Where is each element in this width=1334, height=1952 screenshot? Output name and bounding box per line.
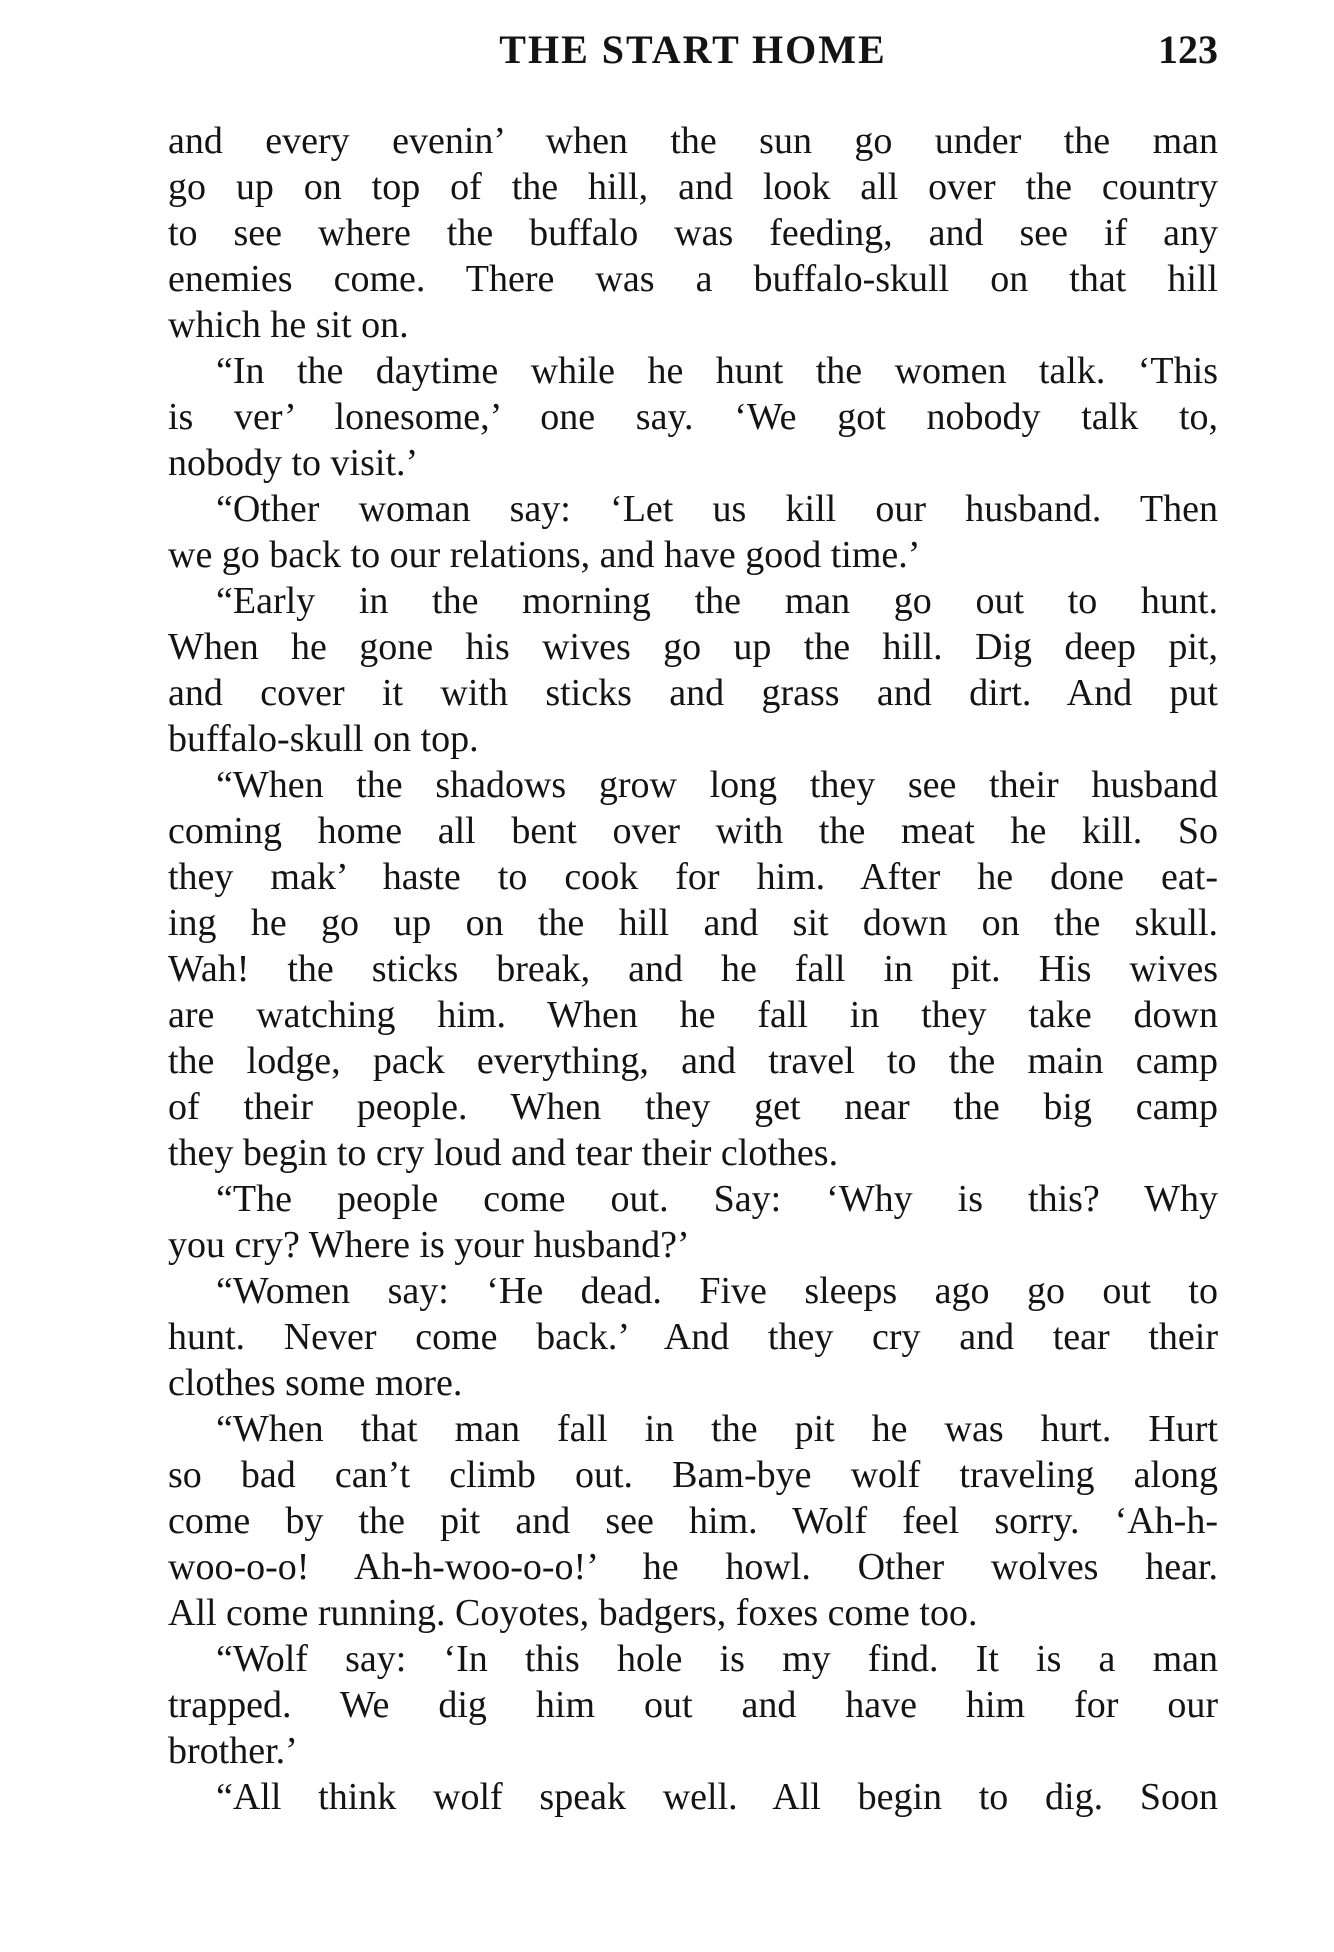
text-line: you cry? Where is your husband?’ [168,1224,690,1266]
paragraph [168,1406,1218,1636]
text-line: brother.’ [168,1730,298,1772]
text-line: so bad can’t climb out. Bam-bye wolf traveling along [168,1454,1218,1496]
running-head [168,22,1218,78]
text-line: All come running. Coyotes, badgers, foxes come too. [168,1592,978,1634]
text-line: Wah! the sticks break, and he fall in pit. His wives [168,948,1218,990]
text-line: enemies come. There was a buffalo-skull on that hill [168,258,1218,300]
text-line: coming home all bent over with the meat he kill. So [168,810,1218,852]
text-line: When he gone his wives go up the hill. Dig deep pit, [168,626,1218,668]
text-line: come by the pit and see him. Wolf feel sorry. ‘Ah-h- [168,1500,1218,1542]
body-text [168,118,1218,1820]
text-line: to see where the buffalo was feeding, and see if any [168,212,1218,254]
text-line: clothes some more. [168,1362,463,1404]
paragraph [168,1176,1218,1268]
text-line: “Wolf say: ‘In this hole is my find. It is a man [216,1638,1218,1680]
text-line: go up on top of the hill, and look all over the country [168,166,1218,208]
paragraph [168,762,1218,1176]
paragraph [168,1774,1218,1820]
paragraph [168,1636,1218,1774]
text-line: the lodge, pack everything, and travel to the main camp [168,1040,1218,1082]
paragraph [168,486,1218,578]
text-line: buffalo-skull on top. [168,718,479,760]
paragraph [168,348,1218,486]
paragraph [168,1268,1218,1406]
paragraph [168,118,1218,348]
text-line: “Early in the morning the man go out to hunt. [216,580,1218,622]
text-line: “Other woman say: ‘Let us kill our husband. Then [216,488,1218,530]
text-line: hunt. Never come back.’ And they cry and tear their [168,1316,1218,1358]
text-line: are watching him. When he fall in they take down [168,994,1218,1036]
text-line: they mak’ haste to cook for him. After he done eat- [168,856,1218,898]
text-line: which he sit on. [168,304,409,346]
text-line: “When the shadows grow long they see their husband [216,764,1218,806]
text-line: nobody to visit.’ [168,442,419,484]
text-line: is ver’ lonesome,’ one say. ‘We got nobody talk to, [168,396,1218,438]
chapter-title: THE START HOME [499,27,887,72]
text-line: and every evenin’ when the sun go under the man [168,120,1218,162]
text-line: “When that man fall in the pit he was hurt. Hurt [216,1408,1218,1450]
paragraph [168,578,1218,762]
text-line: trapped. We dig him out and have him for our [168,1684,1218,1726]
text-line: we go back to our relations, and have good time.’ [168,534,921,576]
text-line: “All think wolf speak well. All begin to dig. Soon [216,1776,1218,1818]
text-line: and cover it with sticks and grass and dirt. And put [168,672,1218,714]
text-line: “The people come out. Say: ‘Why is this? Why [216,1178,1218,1220]
text-line: they begin to cry loud and tear their clothes. [168,1132,839,1174]
page-number: 123 [1158,27,1218,72]
text-line: “In the daytime while he hunt the women talk. ‘This [216,350,1218,392]
text-line: woo-o-o! Ah-h-woo-o-o!’ he howl. Other wolves hear. [168,1546,1218,1588]
text-line: of their people. When they get near the big camp [168,1086,1218,1128]
text-line: “Women say: ‘He dead. Five sleeps ago go out to [216,1270,1218,1312]
text-line: ing he go up on the hill and sit down on the skull. [168,902,1218,944]
